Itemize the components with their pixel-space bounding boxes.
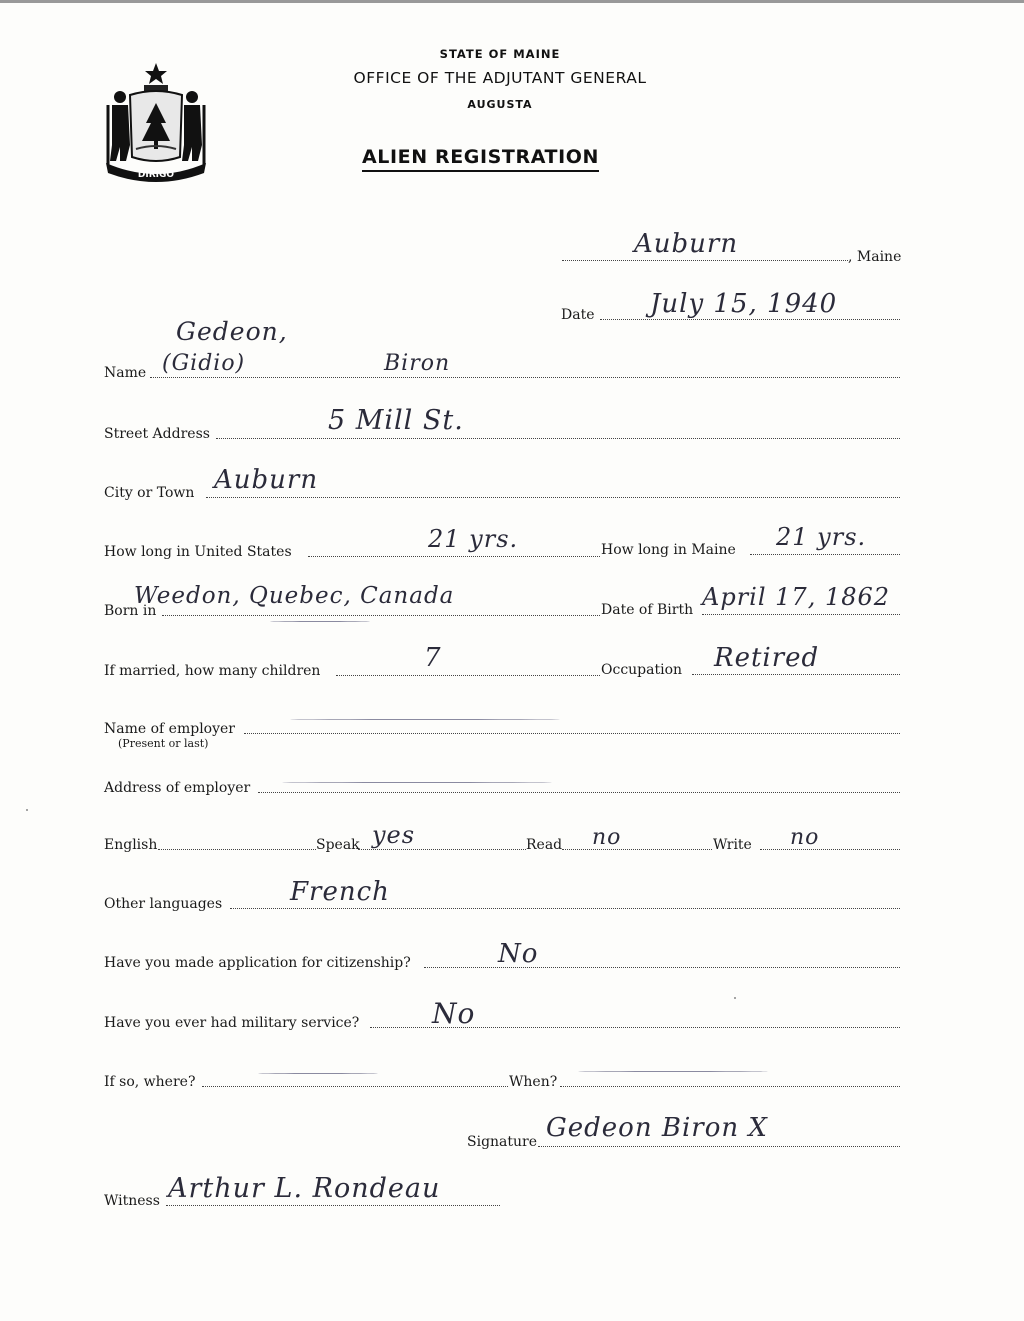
military-entry: No (432, 997, 476, 1030)
children-line (336, 675, 600, 676)
state-seal-icon (100, 61, 212, 187)
read-entry: no (592, 825, 622, 850)
read-line (562, 849, 712, 850)
write-line (760, 849, 900, 850)
where-line (202, 1086, 508, 1087)
paper-speck (26, 809, 28, 811)
witness-label: Witness (104, 1193, 160, 1209)
signature-line (538, 1146, 900, 1147)
dob-entry: April 17, 1862 (702, 583, 891, 611)
military-label: Have you ever had military service? (104, 1015, 360, 1031)
employer-pen-stroke (290, 719, 560, 720)
street-label: Street Address (104, 426, 210, 442)
name-first-entry: (Gidio) (162, 351, 246, 376)
date-entry: July 15, 1940 (650, 289, 838, 319)
citizenship-line (424, 967, 900, 968)
office-heading: OFFICE OF THE ADJUTANT GENERAL (353, 69, 647, 87)
born-entry: Weedon, Quebec, Canada (134, 583, 455, 609)
witness-line (166, 1205, 500, 1206)
english-line (158, 849, 316, 850)
signature-label: Signature (467, 1134, 538, 1150)
maine-years-line (750, 554, 900, 555)
town-line (562, 260, 848, 261)
witness-entry: Arthur L. Rondeau (168, 1173, 441, 1204)
children-entry: 7 (424, 643, 442, 673)
where-pen-stroke (258, 1073, 378, 1074)
born-label: Born in (104, 603, 157, 619)
read-label: Read (526, 837, 563, 853)
other-lang-label: Other languages (104, 896, 223, 912)
speak-label: Speak (316, 837, 360, 853)
maine-years-label: How long in Maine (601, 542, 736, 558)
speak-line (358, 849, 526, 850)
children-label: If married, how many children (104, 663, 321, 679)
occupation-entry: Retired (714, 643, 820, 673)
write-entry: no (790, 825, 820, 850)
city-entry: Auburn (214, 465, 319, 495)
write-label: Write (713, 837, 752, 853)
us-entry: 21 yrs. (428, 525, 519, 553)
other-lang-entry: French (290, 877, 390, 907)
employer-label: Name of employer (104, 721, 235, 737)
when-pen-stroke (578, 1071, 768, 1072)
us-line (308, 556, 600, 557)
maine-label: , Maine (848, 249, 902, 265)
city-heading: AUGUSTA (467, 98, 533, 111)
when-label: When? (509, 1074, 558, 1090)
occupation-label: Occupation (601, 662, 683, 678)
city-label: City or Town (104, 485, 195, 501)
employer-address-line (258, 792, 900, 793)
born-pen-stroke (270, 621, 370, 622)
name-line (150, 377, 900, 378)
us-label: How long in United States (104, 544, 292, 560)
employer-address-label: Address of employer (104, 780, 251, 796)
dob-label: Date of Birth (601, 602, 694, 618)
name-above-entry: Gedeon, (176, 317, 288, 346)
name-label: Name (104, 365, 147, 381)
occupation-line (692, 674, 900, 675)
svg-text:DIRIGO: DIRIGO (137, 170, 175, 180)
when-line (560, 1086, 900, 1087)
date-label: Date (561, 307, 595, 323)
other-lang-line (230, 908, 900, 909)
employer-address-pen-stroke (282, 782, 552, 783)
citizenship-label: Have you made application for citizenship? (104, 955, 411, 971)
citizenship-entry: No (498, 939, 539, 969)
date-line (600, 319, 900, 320)
maine-years-entry: 21 yrs. (776, 523, 867, 551)
speak-entry: yes (372, 821, 416, 849)
employer-sublabel: (Present or last) (118, 737, 209, 750)
name-last-entry: Biron (384, 351, 451, 376)
signature-entry: Gedeon Biron X (546, 1113, 768, 1143)
street-line (216, 438, 900, 439)
form-title: ALIEN REGISTRATION (362, 146, 599, 172)
street-entry: 5 Mill St. (328, 405, 464, 436)
born-line (162, 615, 600, 616)
city-line (206, 497, 900, 498)
state-heading: STATE OF MAINE (439, 47, 561, 61)
english-label: English (104, 837, 158, 853)
dob-line (702, 614, 900, 615)
where-label: If so, where? (104, 1074, 196, 1090)
employer-line (244, 733, 900, 734)
town-entry: Auburn (634, 229, 739, 259)
paper-speck (734, 997, 736, 999)
